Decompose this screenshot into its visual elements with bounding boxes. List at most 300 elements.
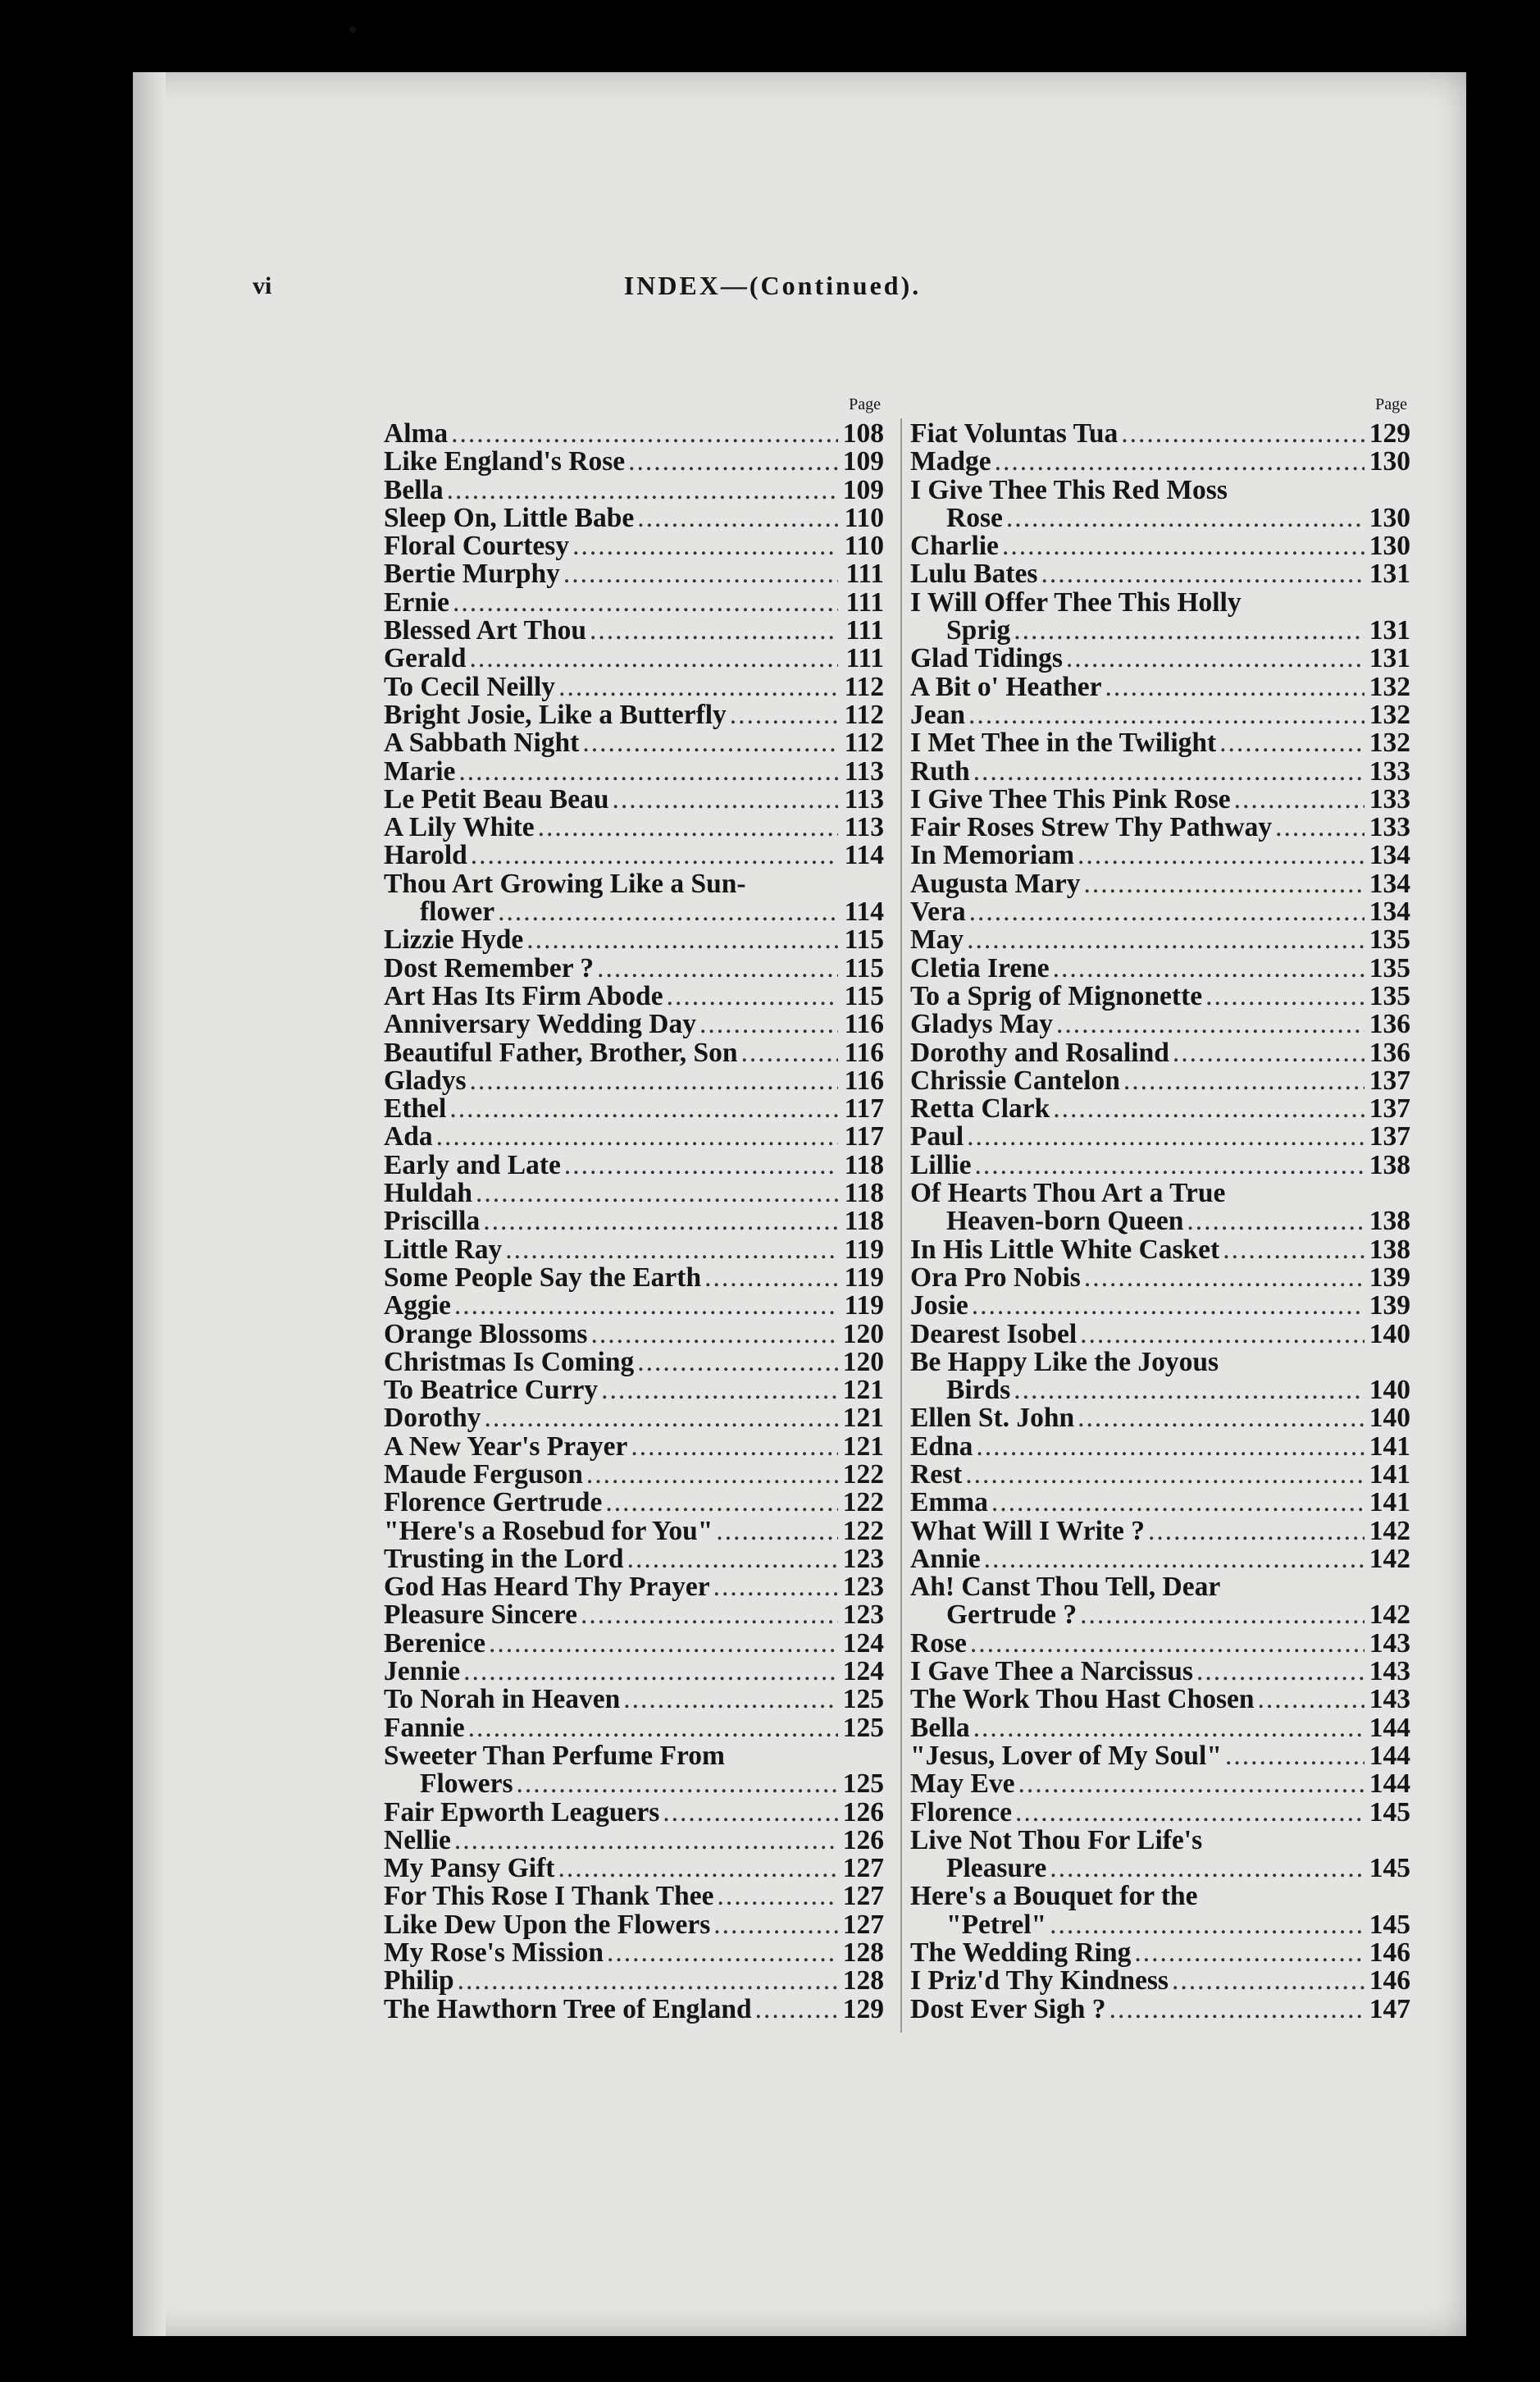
index-column-left [384, 395, 884, 2024]
dot-leader [1010, 1376, 1365, 1404]
index-entry [910, 1770, 1410, 1798]
entry-title: Edna [910, 1432, 973, 1461]
index-entry [384, 1011, 884, 1038]
entry-title: A Lily White [384, 814, 535, 842]
dot-leader [625, 448, 838, 476]
dot-leader [433, 1123, 838, 1151]
index-entry [384, 532, 884, 560]
entry-page: 131 [1369, 560, 1410, 589]
entry-title: Dearest Isobel [910, 1320, 1078, 1348]
entry-title: Lillie [910, 1151, 972, 1180]
entry-page: 121 [842, 1432, 884, 1461]
index-entry [384, 560, 884, 588]
index-entry [910, 673, 1410, 701]
entry-page: 118 [844, 1151, 884, 1180]
dot-leader [1219, 1236, 1365, 1264]
index-entry [384, 1292, 884, 1320]
entry-page: 115 [844, 926, 884, 955]
entry-title: Philip [384, 1967, 454, 1996]
entry-page: 144 [1369, 1741, 1410, 1771]
index-entry [384, 870, 884, 927]
entry-title: Some People Say the Earth [384, 1263, 702, 1293]
entry-page: 132 [1369, 673, 1410, 701]
entry-page: 137 [1369, 1123, 1410, 1152]
dot-leader [663, 983, 838, 1011]
entry-title: Rest [910, 1460, 963, 1490]
dot-leader [988, 1489, 1365, 1517]
entry-title: In Memoriam [910, 842, 1075, 870]
index-entry [384, 589, 884, 617]
dot-leader [1014, 1770, 1365, 1798]
entry-page: 117 [844, 1095, 884, 1124]
entry-title: Bella [910, 1713, 970, 1742]
entry-title: May [910, 926, 964, 955]
entry-page: 138 [1369, 1207, 1410, 1236]
page-column-heading: Page [849, 395, 881, 413]
index-entry [384, 1855, 884, 1882]
column-divider [900, 418, 902, 2033]
dot-leader [1003, 504, 1365, 532]
dot-leader [555, 673, 838, 701]
dot-leader [598, 1376, 838, 1404]
entry-title: Beautiful Father, Brother, Son [384, 1038, 738, 1067]
dot-leader [1202, 983, 1365, 1011]
index-entry [910, 1996, 1410, 2024]
entry-page: 127 [842, 1855, 884, 1883]
index-entry [910, 477, 1410, 533]
dot-leader [971, 1152, 1365, 1180]
dot-leader [1081, 870, 1365, 898]
entry-title: Anniversary Wedding Day [384, 1011, 696, 1039]
index-entry [384, 1545, 884, 1573]
entry-page: 143 [1369, 1629, 1410, 1659]
entry-title: Berenice [384, 1629, 486, 1659]
entry-page: 123 [842, 1545, 884, 1574]
index-entry [910, 1348, 1410, 1405]
index-entry [910, 758, 1410, 786]
index-entry [384, 983, 884, 1011]
entry-title: Dost Remember ? [384, 954, 595, 983]
index-entry [910, 1489, 1410, 1517]
entry-page: 125 [842, 1770, 884, 1799]
dot-leader [467, 1067, 838, 1095]
index-entry [384, 1461, 884, 1489]
dot-leader [964, 1123, 1365, 1151]
index-entry [384, 1939, 884, 1967]
entry-title-continued: flower [420, 898, 495, 927]
entry-title: Glad Tidings [910, 645, 1063, 673]
entry-page: 145 [1369, 1910, 1410, 1940]
dot-leader [962, 1461, 1365, 1489]
index-entry [384, 1433, 884, 1461]
dot-leader [738, 1039, 838, 1067]
index-entry [384, 926, 884, 954]
dot-leader [659, 1799, 838, 1827]
entry-page: 125 [842, 1713, 884, 1742]
dot-leader [1255, 1686, 1365, 1713]
index-entry [910, 1095, 1410, 1123]
entry-title: In His Little White Casket [910, 1235, 1220, 1264]
dot-leader [1216, 729, 1365, 757]
dot-leader [535, 814, 838, 842]
entry-title: Retta Clark [910, 1095, 1050, 1124]
entry-title: Jennie [384, 1658, 461, 1686]
dot-leader [608, 786, 838, 814]
entry-title-continued: Sprig [946, 617, 1011, 646]
index-entry [384, 814, 884, 842]
index-entry [384, 1742, 884, 1799]
entry-page: 131 [1369, 645, 1410, 673]
entry-title: The Work Thou Hast Chosen [910, 1686, 1255, 1714]
entry-title: Huldah [384, 1180, 473, 1208]
index-entry [910, 701, 1410, 729]
dot-leader [587, 1321, 838, 1348]
page-header [253, 264, 1292, 313]
dot-leader [460, 1658, 838, 1686]
entry-title: Gerald [384, 645, 467, 673]
entry-page: 139 [1369, 1292, 1410, 1321]
entry-title: Madge [910, 448, 991, 477]
entry-title: I Give Thee This Red Moss [910, 476, 1228, 504]
dot-leader [966, 898, 1365, 926]
index-entry [910, 870, 1410, 898]
dot-leader [624, 1545, 838, 1573]
entry-page: 135 [1369, 982, 1410, 1011]
dot-leader [1131, 1939, 1365, 1967]
entry-title: Florence Gertrude [384, 1489, 603, 1517]
entry-page: 139 [1369, 1263, 1410, 1293]
entry-page: 121 [842, 1376, 884, 1405]
index-entry [910, 1236, 1410, 1264]
entry-title: Bright Josie, Like a Butterfly [384, 700, 727, 730]
dot-leader [554, 1855, 838, 1882]
index-entry [384, 1348, 884, 1376]
entry-title: Like Dew Upon the Flowers [384, 1910, 711, 1940]
entry-page: 130 [1369, 504, 1410, 533]
entry-title: Cletia Irene [910, 954, 1050, 983]
entry-title: Orange Blossoms [384, 1320, 588, 1348]
entry-title: Gladys May [910, 1011, 1054, 1039]
entry-page: 121 [842, 1404, 884, 1433]
index-entry [384, 729, 884, 757]
dot-leader [713, 1517, 838, 1545]
entry-page: 111 [845, 560, 884, 589]
dot-leader [1183, 1207, 1365, 1235]
index-entry [384, 1573, 884, 1601]
dot-leader [472, 1180, 838, 1207]
entry-title: To a Sprig of Mignonette [910, 982, 1203, 1011]
index-entry [384, 1489, 884, 1517]
entry-page: 135 [1369, 926, 1410, 955]
dot-leader [586, 617, 838, 645]
page-title: INDEX—(Continued). [623, 271, 922, 300]
entry-page: 128 [842, 1967, 884, 1996]
entry-title: The Wedding Ring [910, 1939, 1132, 1968]
index-entry [910, 645, 1410, 673]
entry-page: 127 [842, 1882, 884, 1911]
index-entry [910, 589, 1410, 646]
entry-title: My Rose's Mission [384, 1939, 604, 1968]
dot-leader [446, 1095, 838, 1123]
entry-page: 143 [1369, 1658, 1410, 1686]
entry-page: 120 [842, 1348, 884, 1377]
entry-title: Le Petit Beau Beau [384, 785, 609, 815]
entry-title: Harold [384, 842, 467, 870]
entry-title: Florence [910, 1798, 1013, 1827]
entry-page: 143 [1369, 1686, 1410, 1714]
entry-title: Ruth [910, 757, 970, 786]
dot-leader [569, 532, 838, 560]
index-entry [384, 1658, 884, 1686]
index-entry [910, 1264, 1410, 1292]
entry-page: 145 [1369, 1798, 1410, 1827]
entry-page: 133 [1369, 785, 1410, 815]
entry-page: 132 [1369, 729, 1410, 758]
dot-leader [481, 1404, 839, 1432]
dot-leader [1063, 645, 1365, 673]
entry-page: 122 [842, 1517, 884, 1545]
entry-title-continued: Gertrude ? [946, 1601, 1078, 1630]
dot-leader [579, 729, 838, 757]
entry-title: Live Not Thou For Life's [910, 1826, 1203, 1855]
dot-leader [1231, 786, 1365, 814]
index-entry [384, 1404, 884, 1432]
index-entry [384, 448, 884, 476]
dot-leader [455, 758, 838, 786]
dot-leader [627, 1433, 838, 1461]
index-entry [910, 1658, 1410, 1686]
ink-speck [349, 26, 356, 33]
index-entry [910, 842, 1410, 869]
entry-title: The Hawthorn Tree of England [384, 1995, 752, 2024]
entry-page: 124 [842, 1658, 884, 1686]
dot-leader [970, 758, 1365, 786]
index-entry [384, 673, 884, 701]
dot-leader [1012, 1799, 1365, 1827]
entry-title: Vera [910, 898, 966, 927]
entry-page: 111 [845, 617, 884, 646]
entry-page: 136 [1369, 1011, 1410, 1039]
dot-leader [513, 1770, 839, 1798]
entry-title: Bertie Murphy [384, 560, 560, 589]
dot-leader [696, 1011, 838, 1038]
dot-leader [999, 532, 1365, 560]
index-entry [384, 1799, 884, 1827]
entry-title: Gladys [384, 1066, 467, 1096]
entry-title: Dorothy [384, 1404, 481, 1433]
dot-leader [561, 1152, 838, 1180]
dot-leader [727, 701, 838, 729]
entry-title-continued: Pleasure [946, 1855, 1047, 1883]
dot-leader [1145, 1517, 1365, 1545]
index-entry [910, 1039, 1410, 1067]
dot-leader [1046, 1855, 1365, 1882]
index-entry [910, 1545, 1410, 1573]
dot-leader [970, 1714, 1365, 1742]
entry-title: "Jesus, Lover of My Soul" [910, 1741, 1222, 1771]
entry-page: 126 [842, 1798, 884, 1827]
entry-title: Blessed Art Thou [384, 617, 586, 646]
index-entry [384, 617, 884, 645]
dot-leader [454, 1967, 838, 1995]
index-entry [384, 1967, 884, 1995]
index-entry [910, 955, 1410, 983]
entry-title: Dost Ever Sigh ? [910, 1995, 1106, 2024]
dot-leader [1037, 560, 1365, 588]
index-entry [910, 1573, 1410, 1630]
index-entry [910, 1630, 1410, 1658]
entry-title: Charlie [910, 532, 999, 561]
dot-leader [1077, 1601, 1365, 1629]
dot-leader [620, 1686, 838, 1713]
dot-leader [444, 477, 838, 504]
index-entry [910, 1461, 1410, 1489]
entry-page: 110 [844, 504, 884, 533]
index-entry [384, 786, 884, 814]
index-entry [384, 1180, 884, 1207]
entry-title: Little Ray [384, 1235, 503, 1264]
entry-page: 137 [1369, 1066, 1410, 1096]
dot-leader [1118, 420, 1365, 448]
dot-leader [1272, 814, 1365, 842]
index-entry [384, 1714, 884, 1742]
index-entry [384, 1911, 884, 1939]
dot-leader [594, 955, 838, 983]
entry-page: 112 [844, 673, 884, 701]
entry-title: May Eve [910, 1770, 1015, 1799]
entry-page: 124 [842, 1629, 884, 1659]
entry-title: Priscilla [384, 1207, 481, 1236]
entry-page: 115 [844, 982, 884, 1011]
entry-page: 116 [844, 1011, 884, 1039]
entry-page: 114 [844, 842, 884, 870]
index-entry [910, 1742, 1410, 1770]
entry-page: 135 [1369, 954, 1410, 983]
entry-page: 147 [1369, 1995, 1410, 2024]
entry-page: 120 [842, 1320, 884, 1348]
dot-leader [1106, 1996, 1365, 2024]
entry-page: 110 [844, 532, 884, 561]
dot-leader [1222, 1742, 1365, 1770]
entry-title: A New Year's Prayer [384, 1432, 628, 1461]
entry-title: Paul [910, 1123, 964, 1152]
entry-page: 111 [845, 588, 884, 618]
index-entry [910, 1321, 1410, 1348]
dot-leader [466, 645, 838, 673]
index-entry [384, 1996, 884, 2024]
entry-page: 140 [1369, 1404, 1410, 1433]
entry-title: I Met Thee in the Twilight [910, 729, 1217, 758]
entry-page: 123 [842, 1573, 884, 1602]
entry-title: Ernie [384, 588, 450, 618]
index-entry [910, 1011, 1410, 1038]
entry-page: 122 [842, 1460, 884, 1490]
entry-title: To Beatrice Curry [384, 1376, 599, 1405]
entry-page: 140 [1369, 1376, 1410, 1405]
entry-page: 119 [844, 1235, 884, 1264]
entry-title: Ethel [384, 1095, 447, 1124]
entry-page: 136 [1369, 1038, 1410, 1067]
dot-leader [494, 898, 838, 926]
entry-title: A Sabbath Night [384, 729, 580, 758]
entry-title: Trusting in the Lord [384, 1545, 624, 1574]
index-entry [384, 1517, 884, 1545]
page-edge-shadow [133, 72, 166, 2336]
entry-page: 130 [1369, 448, 1410, 477]
dot-leader [1081, 1264, 1365, 1292]
dot-leader [634, 1348, 838, 1376]
entry-title: Alma [384, 420, 449, 449]
dot-leader [701, 1264, 838, 1292]
dot-leader [710, 1911, 838, 1939]
index-entry [384, 420, 884, 448]
entry-title-continued: Flowers [420, 1770, 513, 1799]
dot-leader [1010, 617, 1365, 645]
dot-leader [968, 1292, 1365, 1320]
page-number: vi [253, 272, 272, 299]
entry-title: Bella [384, 476, 444, 504]
dot-leader [467, 842, 838, 869]
index-entry [384, 1882, 884, 1910]
index-entry [910, 1517, 1410, 1545]
entry-title: Sweeter Than Perfume From [384, 1741, 725, 1771]
entry-title: Fair Roses Strew Thy Pathway [910, 814, 1273, 842]
index-entry [910, 1433, 1410, 1461]
index-entry [910, 983, 1410, 1011]
entry-page: 119 [844, 1292, 884, 1321]
index-entry [910, 1404, 1410, 1432]
entry-page: 130 [1369, 532, 1410, 561]
dot-leader [965, 701, 1365, 729]
entry-page: 116 [844, 1066, 884, 1096]
index-entry [910, 448, 1410, 476]
entry-page: 146 [1369, 1967, 1410, 1996]
entry-title: Ellen St. John [910, 1404, 1075, 1433]
dot-leader [967, 1630, 1365, 1658]
index-entry [910, 786, 1410, 814]
entry-page: 133 [1369, 814, 1410, 842]
entry-page: 118 [844, 1207, 884, 1236]
dot-leader [1193, 1658, 1365, 1686]
entry-page: 144 [1369, 1713, 1410, 1742]
index-entry [910, 1882, 1410, 1939]
entry-page: 108 [842, 420, 884, 449]
entry-page: 125 [842, 1686, 884, 1714]
entry-title: Art Has Its Firm Abode [384, 982, 663, 1011]
index-entry [910, 1152, 1410, 1180]
entry-title: To Norah in Heaven [384, 1686, 621, 1714]
index-entry [384, 758, 884, 786]
entry-title: Josie [910, 1292, 968, 1321]
index-entry [910, 560, 1410, 588]
index-column-right [910, 395, 1410, 2024]
entry-title: Like England's Rose [384, 448, 626, 477]
index-entry [384, 1207, 884, 1235]
index-entry [384, 1601, 884, 1629]
entry-page: 141 [1369, 1432, 1410, 1461]
entry-title: Rose [910, 1629, 967, 1659]
dot-leader [1120, 1067, 1365, 1095]
dot-leader [577, 1601, 838, 1629]
entry-title: Here's a Bouquet for the [910, 1882, 1198, 1911]
entry-title: Marie [384, 757, 456, 786]
index-entry [384, 1039, 884, 1067]
entry-page: 127 [842, 1910, 884, 1940]
index-entry [384, 1236, 884, 1264]
index-entry [910, 898, 1410, 926]
dot-leader [1053, 1011, 1365, 1038]
entry-title: For This Rose I Thank Thee [384, 1882, 714, 1911]
